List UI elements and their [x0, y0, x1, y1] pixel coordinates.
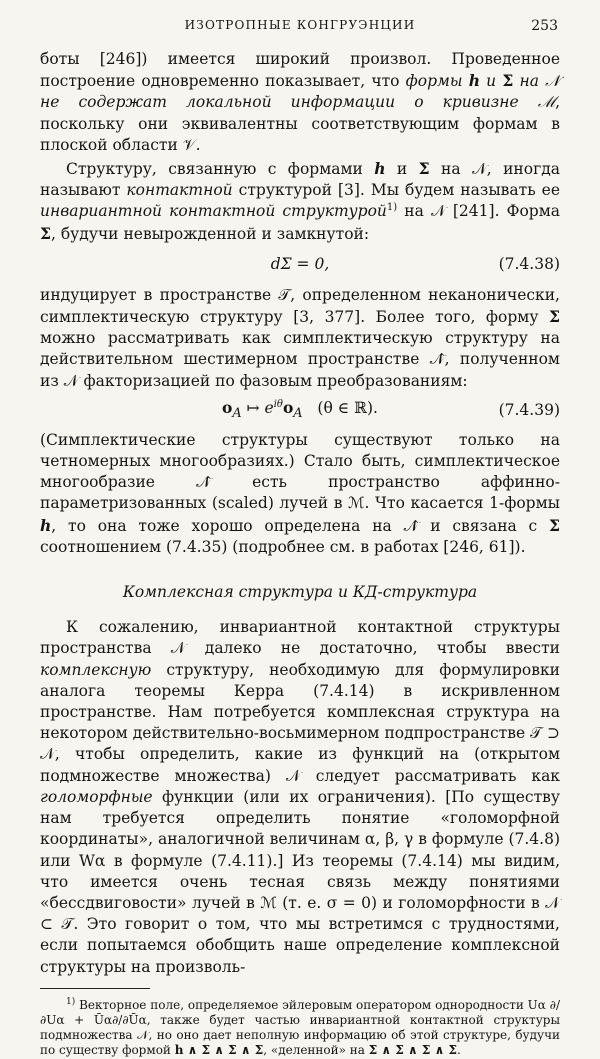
text-run: , поскольку они эквивалентны соответствующим формам в плоской области 𝒱. — [40, 93, 560, 154]
text-run: индуцирует в пространстве 𝒯, определенном неканонически, симплектическую структуру [3, 377]. Более того, форму — [40, 285, 560, 327]
equation-number: (7.4.38) — [498, 255, 560, 274]
footnote-mark: 1) — [66, 996, 76, 1007]
paragraph-4 — [40, 430, 560, 558]
page-number: 253 — [531, 18, 558, 34]
page-body — [40, 49, 560, 1059]
condition: (θ ∈ ℝ). — [302, 399, 378, 418]
index: A — [232, 406, 242, 422]
equation-formula: dΣ = 0, — [270, 255, 330, 274]
footnote-ref: 1) — [386, 202, 398, 214]
equation-7-4-38 — [40, 245, 560, 285]
equation-formula — [222, 397, 378, 424]
text-run: соотношением (7.4.35) (подробнее см. в работах [246, 61]). — [40, 537, 526, 556]
text-run: боты [246]) имеется широкий произвол. Проведенное построение одновременно показывает, что — [40, 50, 560, 91]
text-run: Структуру, связанную с формами — [66, 160, 375, 179]
text-run: функции (или их ограничения). [По существу нам требуется определить понятие «голоморфной координаты», аналогичной величинам α, β, γ в формуле (7.4.8) или Wα в формуле (7.4.11).] Из теоремы (7.4.14) мы видим, что имеется очень тесная связь между понятиями «бессдвиговости» лучей в ℳ (т. е. σ = 0) и голоморфности в 𝒩 ⊂ 𝒯. Это говорит о том, что мы встретимся с трудностями, если попытаемся обобщить наше определение комплексной структуры на произволь- — [40, 787, 560, 976]
symbol-h: h — [374, 159, 386, 179]
symbol-sigma: Σ — [40, 223, 51, 243]
text-run: структурой [3]. Мы будем называть ее — [232, 181, 560, 200]
equation-number: (7.4.39) — [498, 401, 560, 420]
paragraph-5 — [40, 617, 560, 977]
exponent: iθ — [273, 399, 283, 411]
text-run: структуру, необходимую для формулировки аналога теоремы Керра (7.4.14) в искривленном пространстве. Нам потребуется комплексная структура на некотором действительно-восьмимерном подпространстве 𝒯 ⊃ 𝒩, чтобы определить, какие из функций на (открытом подмножестве множества) 𝒩 следует рассматривать как — [40, 660, 560, 785]
text-run: . — [457, 1043, 461, 1058]
italic-run: формы — [405, 72, 469, 91]
text-run: , будучи невырожденной и замкнутой: — [50, 224, 370, 243]
index: A — [293, 406, 303, 422]
text-run: , то она тоже хорошо определена на 𝒩̂ и связана с — [51, 516, 550, 535]
italic-run: на 𝒩 не содержат локальной информации о кривизне ℳ — [40, 72, 560, 112]
italic-run: голоморфные — [40, 787, 153, 806]
running-header — [40, 18, 560, 38]
paragraph-2 — [40, 158, 560, 245]
symbol-sigma: Σ — [418, 159, 430, 179]
text-run: (Симплектические структуры существуют только на четномерных многообразиях.) Стало быть, симплектическое многообразие 𝒩̂ есть пространство аффинно-параметризованных (scaled) лучей в ℳ. Что касается 1-формы — [40, 430, 560, 513]
symbol-sigma: Σ — [502, 71, 514, 91]
maps-to: ↦ e — [241, 399, 274, 418]
paragraph-1 — [40, 49, 560, 156]
spinor-o: o — [282, 398, 294, 418]
text-run: , «деленной» на — [263, 1043, 369, 1058]
symbol-h: h — [468, 71, 480, 91]
symbol-sigma: Σ — [549, 515, 560, 535]
text-run: и — [385, 160, 419, 179]
italic-run: комплексную — [40, 660, 152, 679]
text-run: К сожалению, инвариантной контактной структуры пространства 𝒩 далеко не достаточно, чтобы ввести — [40, 618, 560, 658]
text-run: Векторное поле, определяемое эйлеровым оператором однородности Uα ∂/∂Uα + Ūα∂/∂Ūα, также будет частью инвариантной контактной структуры подмножества 𝒩, но оно дает неполную информацию об этой структуре, будучи по существу формой — [40, 997, 560, 1058]
text-run: можно рассматривать как симплектическую структуру на действительном шестимерном пространстве 𝒩̂, полученном из 𝒩 факторизацией по фазовым преобразованиям: — [40, 329, 560, 390]
footnote — [40, 995, 560, 1059]
text-run: на 𝒩, иногда называют — [40, 160, 560, 200]
running-title: ИЗОТРОПНЫЕ КОНГРУЭНЦИИ — [184, 18, 416, 32]
bold-formula: Σ ∧ Σ ∧ Σ ∧ Σ — [368, 1043, 458, 1058]
equation-7-4-39 — [40, 392, 560, 430]
italic-run: и — [480, 72, 503, 91]
bold-formula: h ∧ Σ ∧ Σ ∧ Σ — [174, 1043, 264, 1058]
section-title: Комплексная структура и КД-структура — [122, 583, 478, 602]
spinor-o: o — [222, 398, 233, 418]
italic-run: контактной — [126, 181, 233, 200]
italic-run: инвариантной контактной структурой — [40, 202, 387, 221]
symbol-h: h — [40, 515, 52, 535]
text-run: на 𝒩 [241]. Форма — [397, 202, 561, 221]
paragraph-3 — [40, 285, 560, 392]
symbol-sigma: Σ — [549, 307, 560, 327]
footnote-separator — [40, 988, 150, 989]
